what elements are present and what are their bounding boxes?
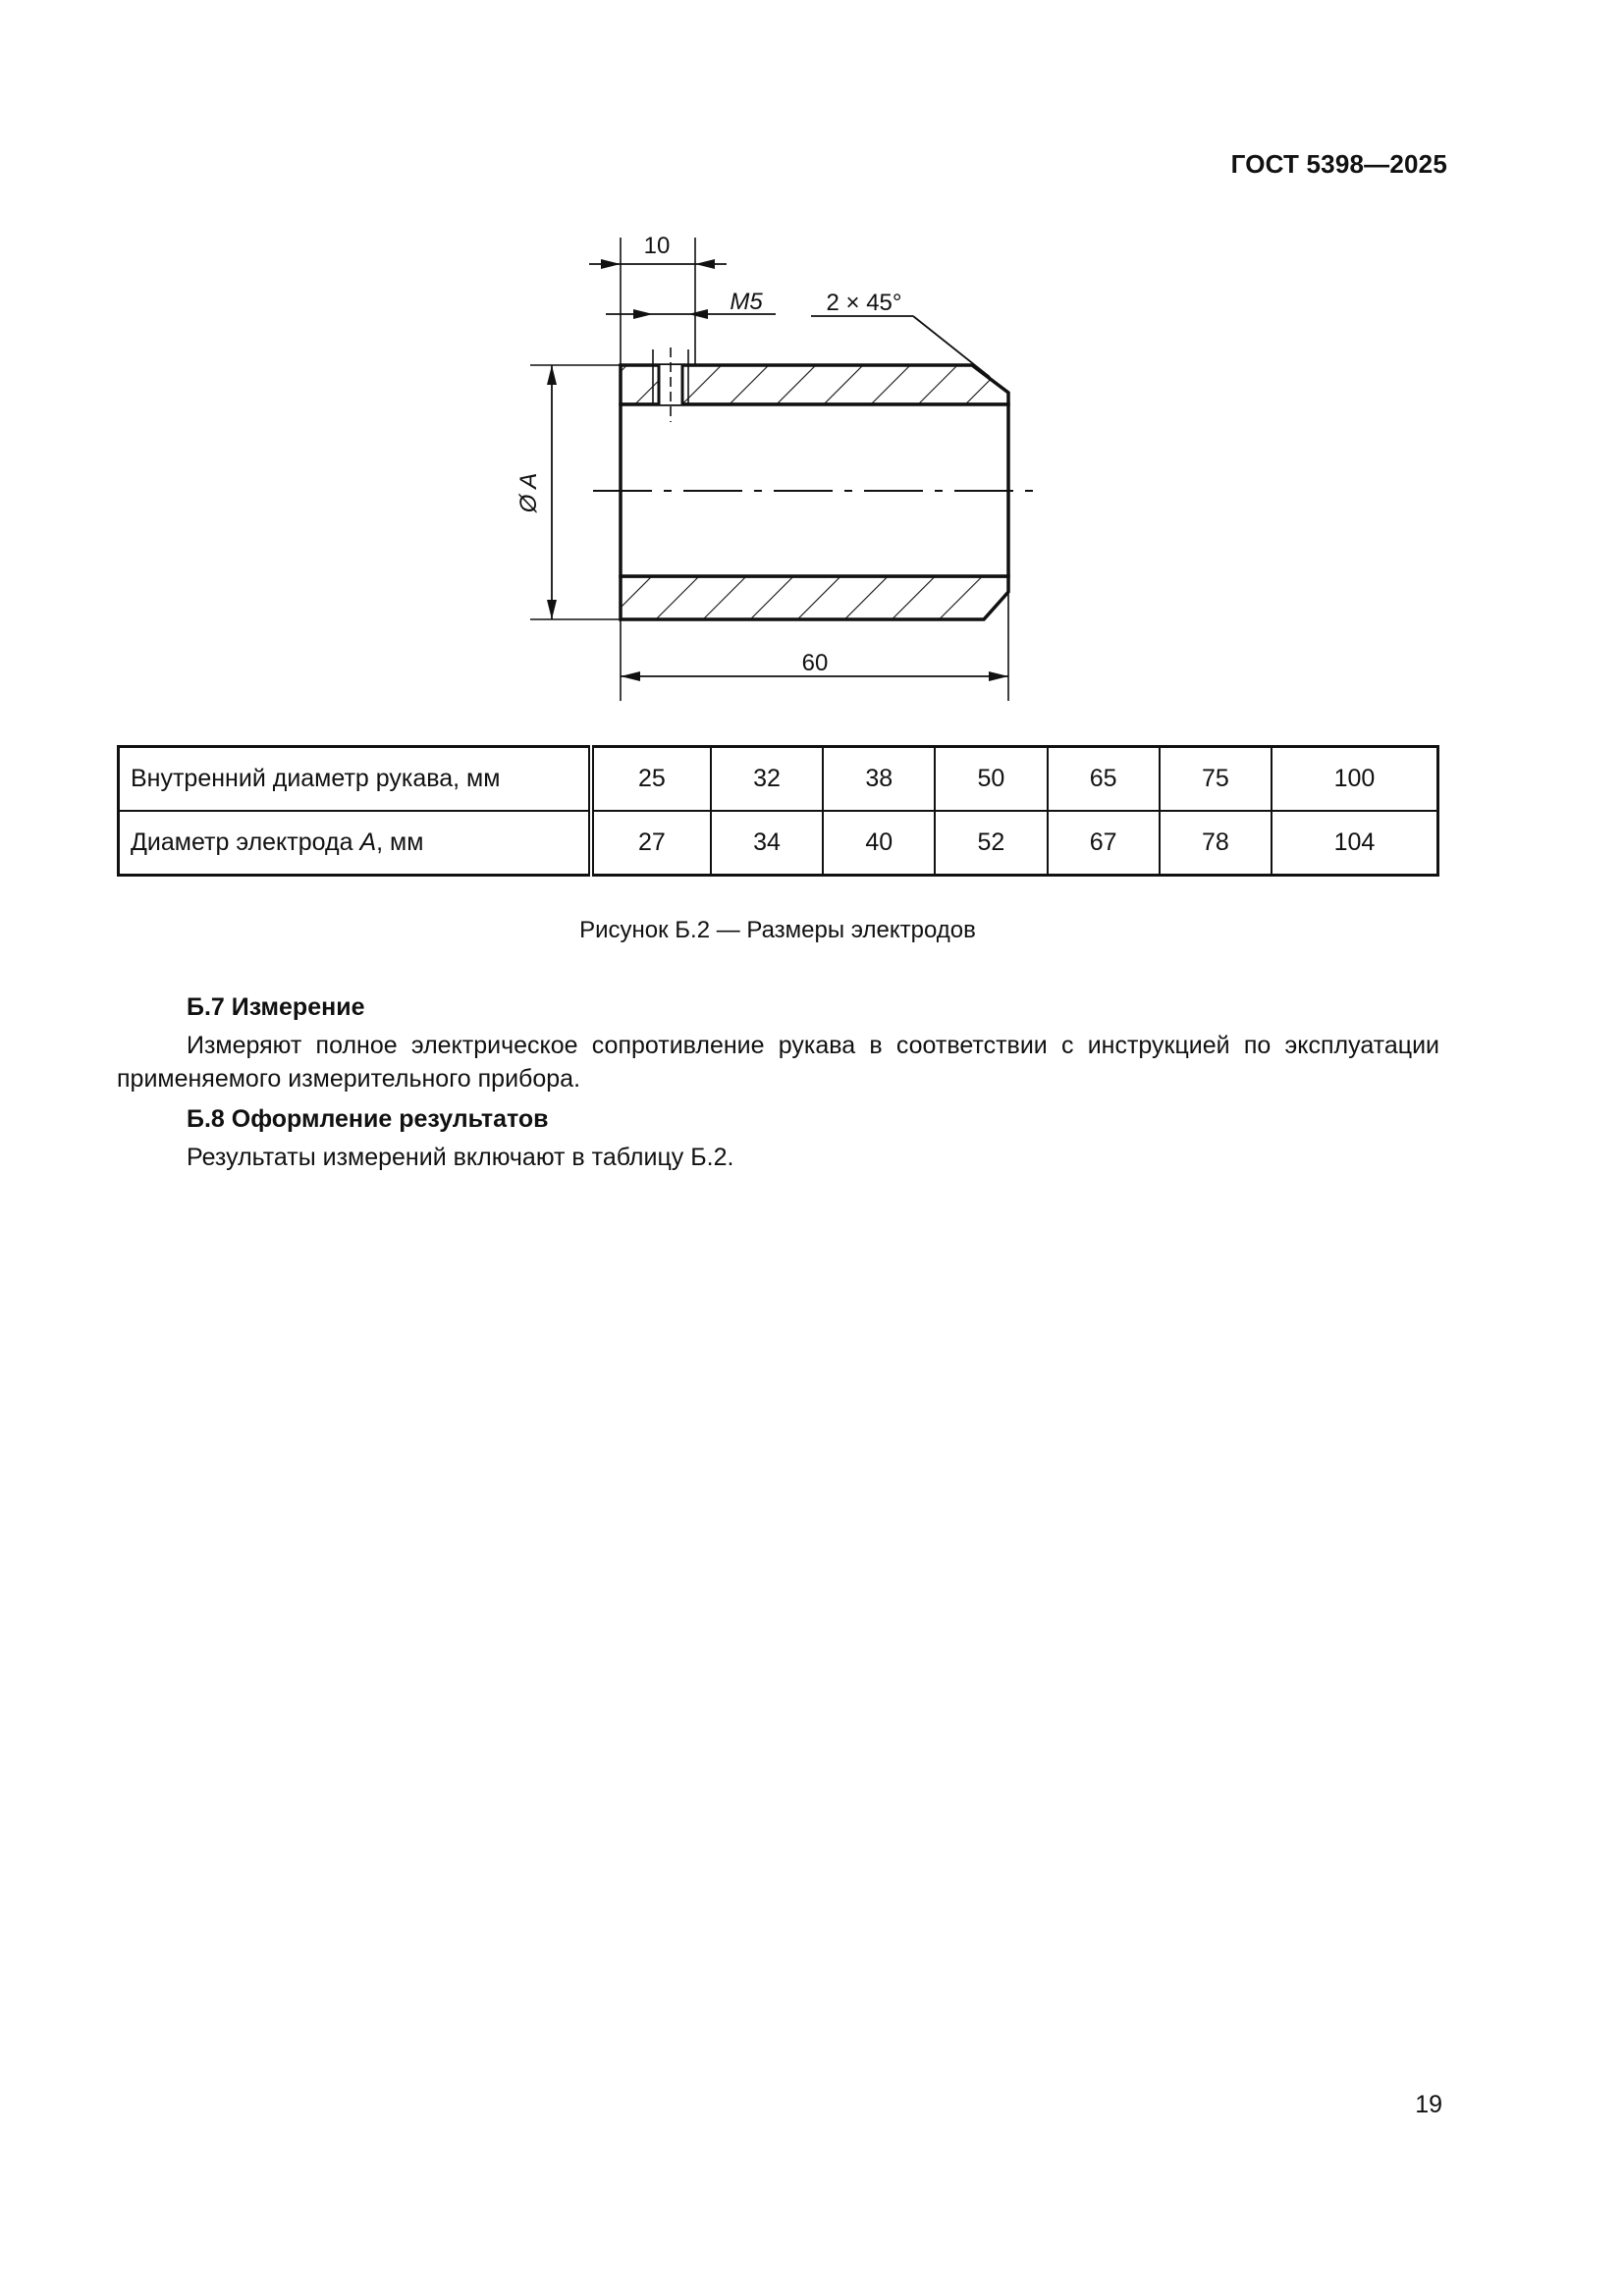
row-label-suffix: , мм (376, 828, 424, 856)
electrode-size-table (117, 745, 1439, 877)
section-text-b8: Результаты измерений включают в таблицу Б.2. (187, 1144, 734, 1171)
row-label (119, 811, 592, 876)
table-cell: 67 (1048, 811, 1160, 876)
table-cell: 100 (1272, 747, 1438, 812)
diameter-label: Ø A (515, 472, 542, 513)
table-row (119, 811, 1438, 876)
table-cell: 104 (1272, 811, 1438, 876)
figure-caption: Рисунок Б.2 — Размеры электродов (579, 917, 976, 943)
section-title-b8: Б.8 Оформление результатов (187, 1105, 549, 1133)
bottom-wall-section (621, 576, 1008, 619)
electrode-drawing (0, 0, 1624, 726)
document-code: ГОСТ 5398—2025 (1230, 149, 1447, 179)
table-cell: 32 (711, 747, 823, 812)
table-cell: 78 (1160, 811, 1272, 876)
page-number: 19 (1415, 2091, 1442, 2118)
thread-label: М5 (730, 289, 763, 315)
row-label-prefix: Диаметр электрода (131, 828, 360, 856)
table-cell: 38 (823, 747, 935, 812)
chamfer-label: 2 × 45° (826, 290, 902, 316)
row-label: Внутренний диаметр рукава, мм (119, 747, 592, 812)
section-title-b7: Б.7 Измерение (187, 993, 365, 1021)
section-text-b7: Измеряют полное электрическое сопротивление рукава в соответствии с инструкцией по эксплуатации применяемого измерительного прибора. (117, 1032, 1439, 1093)
table-cell: 27 (591, 811, 711, 876)
table-cell: 52 (935, 811, 1047, 876)
table-cell: 75 (1160, 747, 1272, 812)
table-cell: 65 (1048, 747, 1160, 812)
table-cell: 34 (711, 811, 823, 876)
table-cell: 40 (823, 811, 935, 876)
dim-60-label: 60 (801, 650, 829, 676)
row-label-variable: A (359, 828, 377, 856)
table-row (119, 747, 1438, 812)
table-cell: 25 (591, 747, 711, 812)
dim-10-label: 10 (643, 233, 671, 259)
table-cell: 50 (935, 747, 1047, 812)
